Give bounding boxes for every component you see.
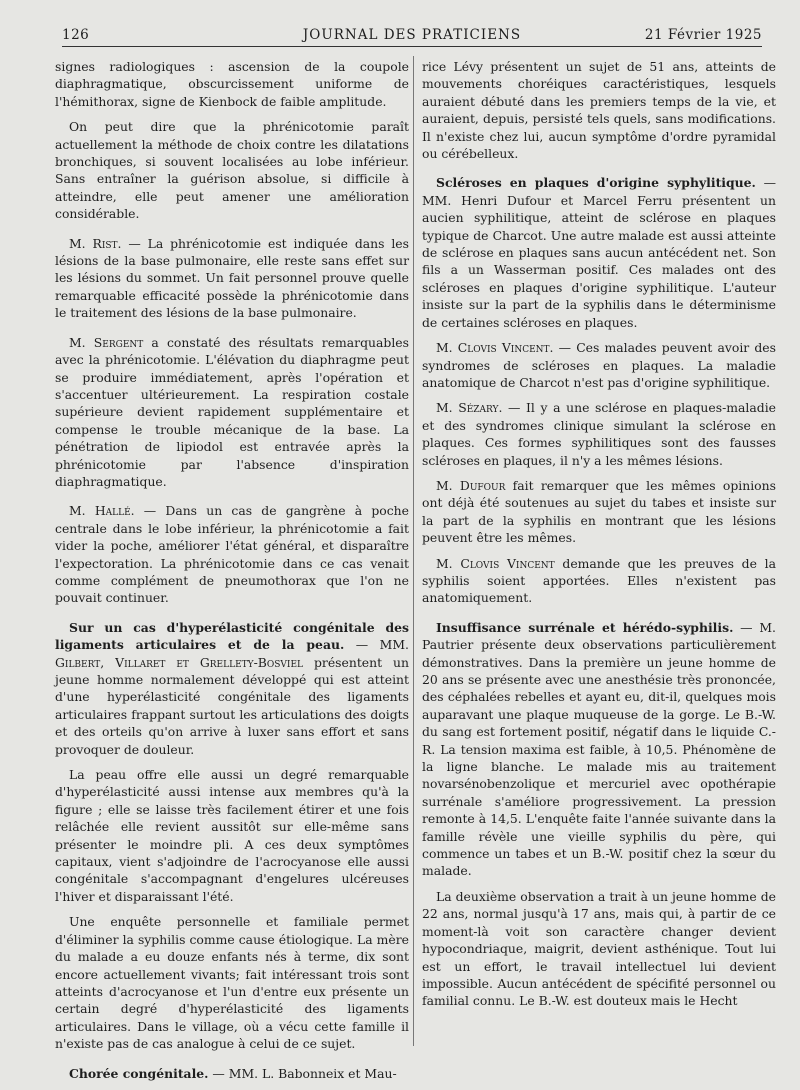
speaker-text: demande que les preuves de la syphilis soient apportées. Elles n'existent pas anatomiquement. — [422, 555, 776, 606]
section-title: Scléroses en plaques d'origine syphylitique. — [436, 175, 756, 191]
paragraph: La peau offre elle aussi un degré remarquable d'hyperélasticité aussi intense aux membres qu'à la figure ; elle se laisse très facilement étirer et une fois relâchée elle revient aussitôt sur elle-même sans présenter le moindre pli. A ces deux symptômes capitaux, vient s'adjoindre de l'acrocyanose elle aussi congénitale s'accompagnant d'engelures ulcéreuses l'hiver et disparaissant l'été. — [55, 767, 409, 904]
paragraph: signes radiologiques : ascension de la coupole diaphragmatique, obscurcissement uniforme de l'hémithorax, signe de Kienbock de faible amplitude. — [55, 59, 409, 109]
speaker-name: M. Clovis Vincent — [436, 555, 555, 571]
speaker-text: fait remarquer que les mêmes opinions ont déjà été soutenues au sujet du tabes et insiste sur la part de la syphilis en montrant que les lésions peuvent être les mêmes. — [422, 477, 776, 546]
section-text: — M. Pautrier présente deux observations particulièrement démonstratives. Dans la première un jeune homme de 20 ans se présente avec une anesthésie très prononcée, des céphalées rebelles et ayant eu, dit-il, quelques mois auparavant une plaque muqueuse de la gorge. Le B.-W. du sang est fortement positif, négatif dans le liquide C.-R. La tension maxima est faible, à 10,5. Phénomène de la ligne blanche. Le malade mis au traitement novarsénobenzolique et mercuriel avec opothérapie surrénale s'améliore progressivement. La pression remonte à 14,5. L'enquête faite l'année suivante dans la famille révèle une vieille syphilis du père, qui commence un tabes et un B.-W. positif chez la sœur du malade. — [422, 619, 776, 879]
paragraph: rice Lévy présentent un sujet de 51 ans, atteints de mouvements choréiques caractéristiques, lesquels auraient débuté dans les premiers temps de la vie, et auraient, depuis, persisté tels quels, sans modifications. Il n'existe chez lui, aucun symptôme d'ordre pyramidal ou cérébelleux. — [422, 59, 776, 162]
speaker-paragraph — [422, 477, 776, 547]
speaker-paragraph — [422, 339, 776, 391]
journal-title: JOURNAL DES PRATICIENS — [302, 27, 522, 43]
speaker-name: M. Hallé. — [69, 503, 135, 519]
section-paragraph — [55, 1065, 409, 1082]
speaker-text: — Dans un cas de gangrène à poche centrale dans le lobe inférieur, la phrénicotomie a fait vider la poche, améliorer l'état général, et disparaître l'expectoration. La phrénicotomie dans ce cas venait comme complément de pneumothorax que l'on ne pouvait continuer. — [55, 503, 409, 606]
speaker-name: M. Dufour — [436, 477, 506, 493]
column-divider — [413, 56, 414, 1046]
speaker-paragraph — [422, 555, 776, 607]
section-title: Insuffisance surrénale et hérédo-syphilis. — [436, 619, 734, 635]
running-header — [62, 24, 762, 47]
left-column — [55, 58, 409, 1090]
speaker-text: a constaté des résultats remarquables avec la phrénicotomie. L'élévation du diaphragme peut se produire immédiatement, après l'opération et s'accentuer ultérieurement. La respiration costale supérieure devient rapidement supplémentaire et compense le trouble mécanique de la base. La pénétration de lipiodol est entravée après la phrénicotomie par l'absence d'inspiration diaphragmatique. — [55, 334, 409, 489]
section-text: — MM. L. Babonneix et Mau- — [208, 1065, 397, 1081]
speaker-text: — Il y a une sclérose en plaques-maladie et des syndromes clinique simulant la sclérose en plaques. Ces formes syphilitiques sont des fausses scléroses en plaques, il n'y a les mêmes lésions. — [422, 400, 776, 468]
speaker-paragraph — [422, 399, 776, 469]
section-title: Sur un cas d'hyperélasticité congénitale des ligaments articulaires et de la peau. — [55, 619, 409, 653]
speaker-name: M. Rist. — [69, 235, 122, 251]
section-authors: — MM. Gilbert, Villaret et Grellety-Bosviel — [55, 637, 409, 670]
section-paragraph — [422, 619, 776, 880]
section-title: Chorée congénitale. — [69, 1065, 209, 1081]
speaker-name: M. Sézary. — [436, 400, 503, 416]
page-number: 126 — [62, 27, 90, 43]
section-text: présentent un jeune homme normalement développé qui est atteint d'une hyperélasticité congénitale des ligaments articulaires frappant surtout les articulations des doigts et des orteils qu'on arrive à luxer sans effort et sans provoquer de douleur. — [55, 654, 410, 757]
section-paragraph — [422, 174, 776, 331]
section-text: — MM. Henri Dufour et Marcel Ferru présentent un aucien syphilitique, atteint de sclérose en plaques typique de Charcot. Une autre malade est aussi atteinte de sclérose en plaques sans aucun antécédent net. Son fils a un Wasserman positif. Ces malades ont des scléroses en plaques d'origine syphilitique. L'auteur insiste sur la part de la syphilis dans le déterminisme de certaines scléroses en plaques. — [422, 175, 776, 330]
section-paragraph — [55, 619, 409, 758]
speaker-paragraph — [55, 235, 409, 322]
issue-date: 21 Février 1925 — [644, 27, 762, 43]
speaker-name: M. Sergent — [69, 334, 144, 350]
speaker-text: — Ces malades peuvent avoir des syndromes de scléroses en plaques. La maladie anatomique de Charcot n'est pas d'origine syphilitique. — [422, 340, 776, 390]
speaker-text: — La phrénicotomie est indiquée dans les lésions de la base pulmonaire, elle reste sans effet sur les lésions du sommet. Un fait personnel prouve quelle remarquable efficacité possède la phrénicotomie dans le traitement des lésions de la base pulmonaire. — [55, 235, 410, 321]
paragraph: Une enquête personnelle et familiale permet d'éliminer la syphilis comme cause étiologique. La mère du malade a eu douze enfants nés à terme, dix sont encore actuellement vivants; fait intéressant trois sont atteints d'acrocyanose et l'un d'entre eux présente un certain degré d'hyperélasticité des ligaments articulaires. Dans le village, où a vécu cette famille il n'existe pas de cas analogue à celui de ce sujet. — [55, 914, 409, 1052]
right-column — [422, 58, 776, 1018]
speaker-paragraph — [55, 502, 409, 606]
paragraph: La deuxième observation a trait à un jeune homme de 22 ans, normal jusqu'à 17 ans, mais qui, à partir de ce moment-là voit son caractère changer devient hypocondriaque, maigrit, devient asthénique. Tout lui est un effort, le travail intellectuel lui devient impossible. Aucun antécédent de spécifité personnel ou familial connu. Le B.-W. est douteux mais le Hecht — [422, 888, 776, 1009]
paragraph: On peut dire que la phrénicotomie paraît actuellement la méthode de choix contre les dilatations bronchiques, si souvent localisées au lobe inférieur. Sans entraîner la guérison absolue, si difficile à atteindre, elle peut amener une amélioration considérable. — [55, 119, 409, 222]
speaker-name: M. Clovis Vincent. — [436, 340, 554, 356]
speaker-paragraph — [55, 334, 409, 491]
